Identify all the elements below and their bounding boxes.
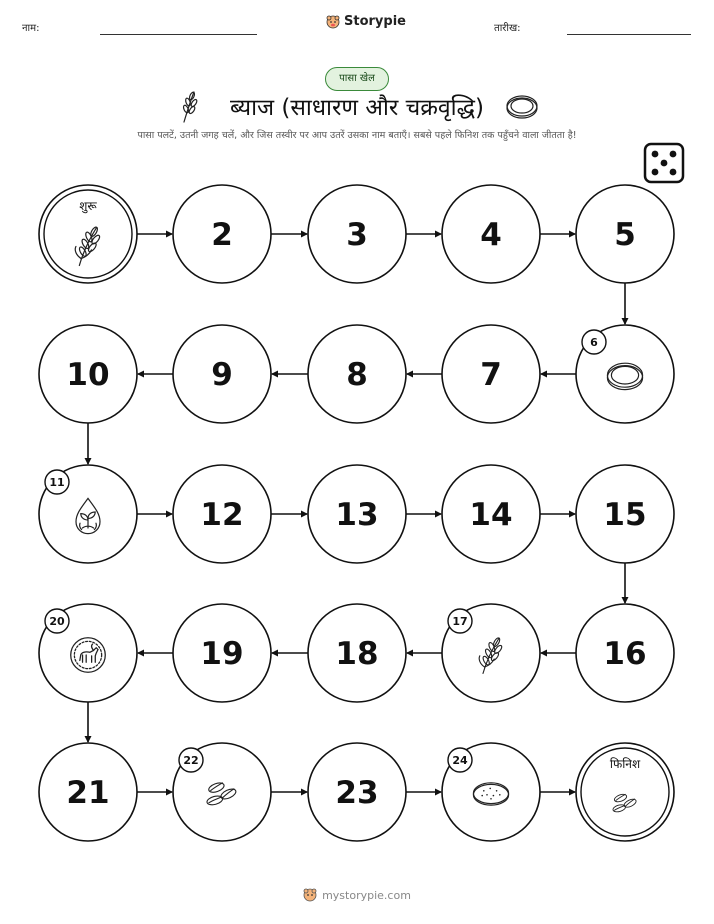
board-cell-16[interactable] bbox=[576, 604, 674, 702]
footer-url: mystorypie.com bbox=[322, 888, 411, 902]
board-cell-5[interactable] bbox=[576, 185, 674, 283]
cell-number: 9 bbox=[211, 357, 233, 393]
cell-number: 19 bbox=[200, 636, 244, 672]
board-cell-18[interactable] bbox=[308, 604, 406, 702]
start-label: शुरू bbox=[79, 199, 97, 213]
board-cell-24[interactable] bbox=[442, 743, 540, 841]
board-cell-8[interactable] bbox=[308, 325, 406, 423]
board-cell-9[interactable] bbox=[173, 325, 271, 423]
cell-number: 4 bbox=[480, 217, 502, 253]
cell-number: 3 bbox=[346, 217, 368, 253]
board-cell-21[interactable] bbox=[39, 743, 137, 841]
board-cell-2[interactable] bbox=[173, 185, 271, 283]
cell-number: 23 bbox=[335, 775, 379, 811]
footer bbox=[0, 888, 714, 902]
cell-number: 12 bbox=[200, 497, 244, 533]
board-cell-23[interactable] bbox=[308, 743, 406, 841]
instructions: पासा पलटें, उतनी जगह चलें, और जिस तस्वीर पर आप उतरें उसका नाम बताएँ। सबसे पहले फिनिश तक पहुँचने वाला जीतता है! bbox=[137, 130, 577, 141]
board-cell-13[interactable] bbox=[308, 465, 406, 563]
cell-number: 13 bbox=[335, 497, 379, 533]
cell-number: 16 bbox=[603, 636, 647, 672]
cell-number: 14 bbox=[469, 497, 513, 533]
name-label: नाम: bbox=[22, 23, 40, 34]
board-cell-22[interactable] bbox=[173, 743, 271, 841]
board-cell-4[interactable] bbox=[442, 185, 540, 283]
cell-number: 5 bbox=[614, 217, 636, 253]
board-cell-10[interactable] bbox=[39, 325, 137, 423]
board-cell-20[interactable] bbox=[39, 604, 137, 702]
cell-number: 8 bbox=[346, 357, 368, 393]
cell-number: 18 bbox=[335, 636, 379, 672]
board-cell-6[interactable] bbox=[576, 325, 674, 423]
board-cell-15[interactable] bbox=[576, 465, 674, 563]
brand-name: Storypie bbox=[344, 14, 406, 29]
board-cell-14[interactable] bbox=[442, 465, 540, 563]
board-cell-finish[interactable] bbox=[576, 743, 674, 841]
cell-number: 2 bbox=[211, 217, 233, 253]
cell-number: 7 bbox=[480, 357, 502, 393]
board-cell-3[interactable] bbox=[308, 185, 406, 283]
date-label: तारीख: bbox=[494, 23, 521, 34]
board-cell-start[interactable] bbox=[39, 185, 137, 283]
board-cell-7[interactable] bbox=[442, 325, 540, 423]
cell-badge-number: 11 bbox=[49, 476, 65, 489]
board-cell-11[interactable] bbox=[39, 465, 137, 563]
board-cell-17[interactable] bbox=[442, 604, 540, 702]
cell-number: 15 bbox=[603, 497, 647, 533]
cell-number: 10 bbox=[66, 357, 110, 393]
cell-badge-number: 24 bbox=[452, 754, 468, 767]
board-cell-19[interactable] bbox=[173, 604, 271, 702]
finish-label: फिनिश bbox=[609, 757, 641, 771]
game-type-pill: पासा खेल bbox=[325, 67, 389, 91]
page-title: ब्याज (साधारण और चक्रवृद्धि) bbox=[230, 95, 484, 121]
cell-number: 21 bbox=[66, 775, 110, 811]
storypie-logo-icon bbox=[303, 888, 317, 902]
cell-badge-number: 6 bbox=[590, 336, 598, 349]
cell-badge-number: 20 bbox=[49, 615, 65, 628]
cell-badge-number: 17 bbox=[452, 615, 468, 628]
board-cell-12[interactable] bbox=[173, 465, 271, 563]
cell-badge-number: 22 bbox=[183, 754, 199, 767]
